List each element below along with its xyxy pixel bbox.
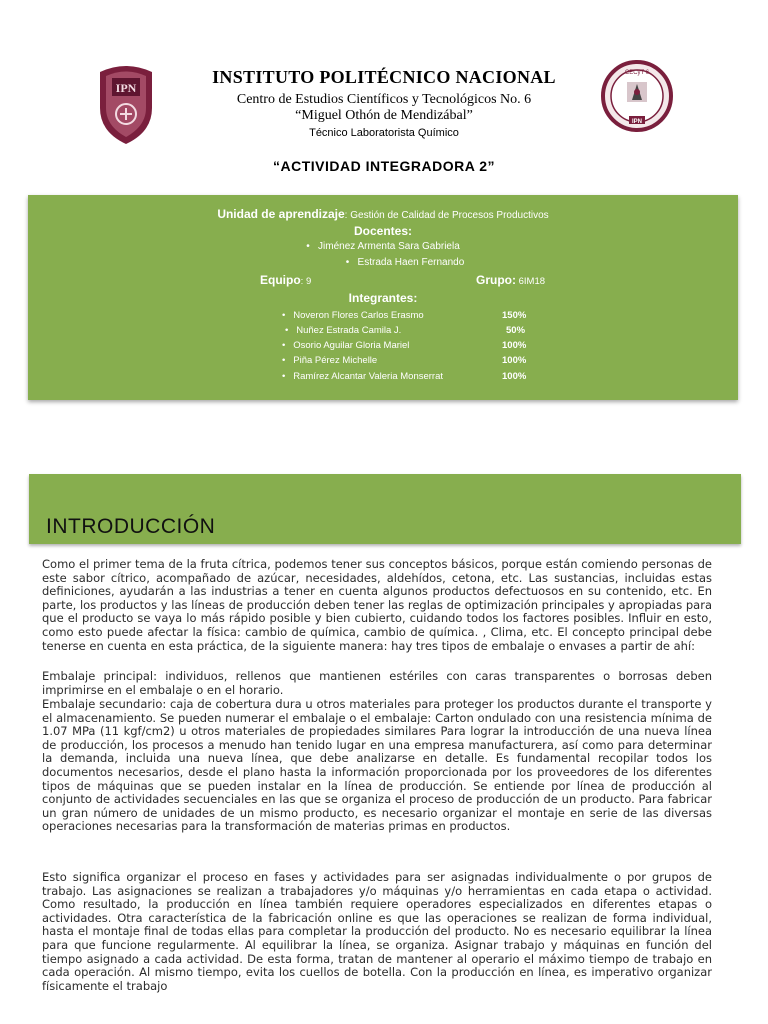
equipo-line (260, 273, 311, 287)
integrante-name: • Osorio Aguilar Gloria Mariel (282, 340, 410, 351)
cecyt-seal (601, 60, 673, 132)
integrante-name: • Nuñez Estrada Camila J. (285, 325, 402, 336)
equipo-label: Equipo (260, 273, 301, 287)
paragraph: Embalaje principal: individuos, rellenos que mantienen estériles con caras transparentes o borrosas deben imprimirse en el embalaje o en el horario. (42, 669, 712, 697)
svg-text:IPN: IPN (115, 81, 137, 95)
unidad-value: : Gestión de Calidad de Procesos Productivos (344, 210, 549, 221)
unidad-label: Unidad de aprendizaje (217, 207, 345, 221)
integrante-name: • Noveron Flores Carlos Erasmo (282, 310, 424, 321)
introduction-banner (29, 474, 741, 544)
equipo-value: : 9 (300, 276, 312, 287)
school-center: Centro de Estudios Científicos y Tecnológicos No. 6 (236, 92, 532, 107)
integrante-pct: 150% (502, 310, 527, 321)
info-box (28, 195, 738, 400)
paragraph: Como el primer tema de la fruta cítrica, podemos tener sus conceptos básicos, porque están comiendo personas de este sabor cítrico, acompañado de azúcar, necesidades, aldehídos, cetona, etc. Las sustancias, incluidas estas definiciones, ayudarán a las industrias a tener en cuenta algunos productos defectuosos en su contenido, etc. En parte, los productos y las líneas de producción deben tener las reglas de optimización principales y apropiadas para que el producto se vaya lo más rápido posible y bien cubierto, cuidando todos los factores posibles. Influir en esto, como esto puede afectar la física: cambio de química, cambio de química. , Clima, etc. El concepto principal debe tenerse en cuenta en esta práctica, de la siguiente manera: hay tres tipos de embalaje o envases a partir de ahí: (42, 557, 712, 653)
paragraph: Embalaje secundario: caja de cobertura dura u otros materiales para proteger los productos durante el transporte y el almacenamiento. Se pueden numerar el embalaje o el embalaje: Carton ondulado con una resistencia mínima de 1.07 MPa (11 kgf/cm2) u otros materiales de propiedades similares Para lograr la introducción de una nueva línea de producción, los procesos a menudo han tenido lugar en una empresa manufacturera, así como para determinar la demanda, incluida una nueva línea, que debe analizarse en detalle. Es fundamental recopilar todos los documentos necesarios, desde el plano hasta la información proporcionada por los proveedores de los diferentes tipos de máquinas que se pueden instalar en la línea de producción. Se entiende por línea de producción al conjunto de actividades secuenciales en las que se organiza el proceso de producción de un producto. Para fabricar un gran número de unidades de un mismo producto, es necesario organizar el montaje en serie de las diversas operaciones necesarias para la transformación de materias primas en productos. (42, 697, 712, 834)
integrante-name: • Piña Pérez Michelle (282, 355, 378, 366)
integrante-pct: 100% (502, 340, 527, 351)
school-name: “Miguel Othón de Mendizábal” (295, 108, 473, 123)
svg-text:IPN: IPN (631, 119, 643, 125)
docente-item: • Estrada Haen Fernando (345, 257, 465, 268)
institute-name: INSTITUTO POLITÉCNICO NACIONAL (212, 67, 556, 87)
career-name: Técnico Laboratorista Químico (309, 127, 459, 139)
integrante-name: • Ramírez Alcantar Valeria Monserrat (282, 371, 444, 382)
grupo-value: 6IM18 (516, 276, 546, 287)
docentes-heading: Docentes: (353, 224, 412, 238)
integrante-pct: 50% (506, 325, 526, 336)
integrante-pct: 100% (502, 371, 527, 382)
grupo-line (476, 273, 545, 287)
grupo-label: Grupo: (476, 273, 516, 287)
integrante-pct: 100% (502, 355, 527, 366)
paragraph: Esto significa organizar el proceso en fases y actividades para ser asignadas individualmente o por grupos de trabajo. Las asignaciones se realizan a trabajadores y/o máquinas y/o herramientas en cada etapa o actividad. Como resultado, la producción en línea también requiere operadores especializados en diferentes etapas o actividades. Otra característica de la fabricación online es que las operaciones se realizan de forma individual, hasta el montaje final de todas ellas para completar la producción del producto. No es necesario equilibrar la línea para que funcione regularmente. Al equilibrar la línea, se organiza. Asignar trabajo y máquinas en función del tiempo asignado a cada actividad. De esta forma, tratan de mantener al operario el máximo tiempo de trabajo en cada operación. Al mismo tiempo, evita los cuellos de botella. Con la producción en línea, es imperativo organizar físicamente el trabajo (42, 870, 712, 993)
docente-item: • Jiménez Armenta Sara Gabriela (306, 241, 460, 252)
integrantes-heading: Integrantes: (348, 291, 418, 305)
svg-text:CECyT 6: CECyT 6 (624, 70, 650, 76)
unidad-line (28, 207, 738, 221)
introduction-heading: INTRODUCCIÓN (46, 515, 216, 538)
ipn-logo (94, 62, 158, 146)
document-title: “ACTIVIDAD INTEGRADORA 2” (273, 158, 495, 174)
